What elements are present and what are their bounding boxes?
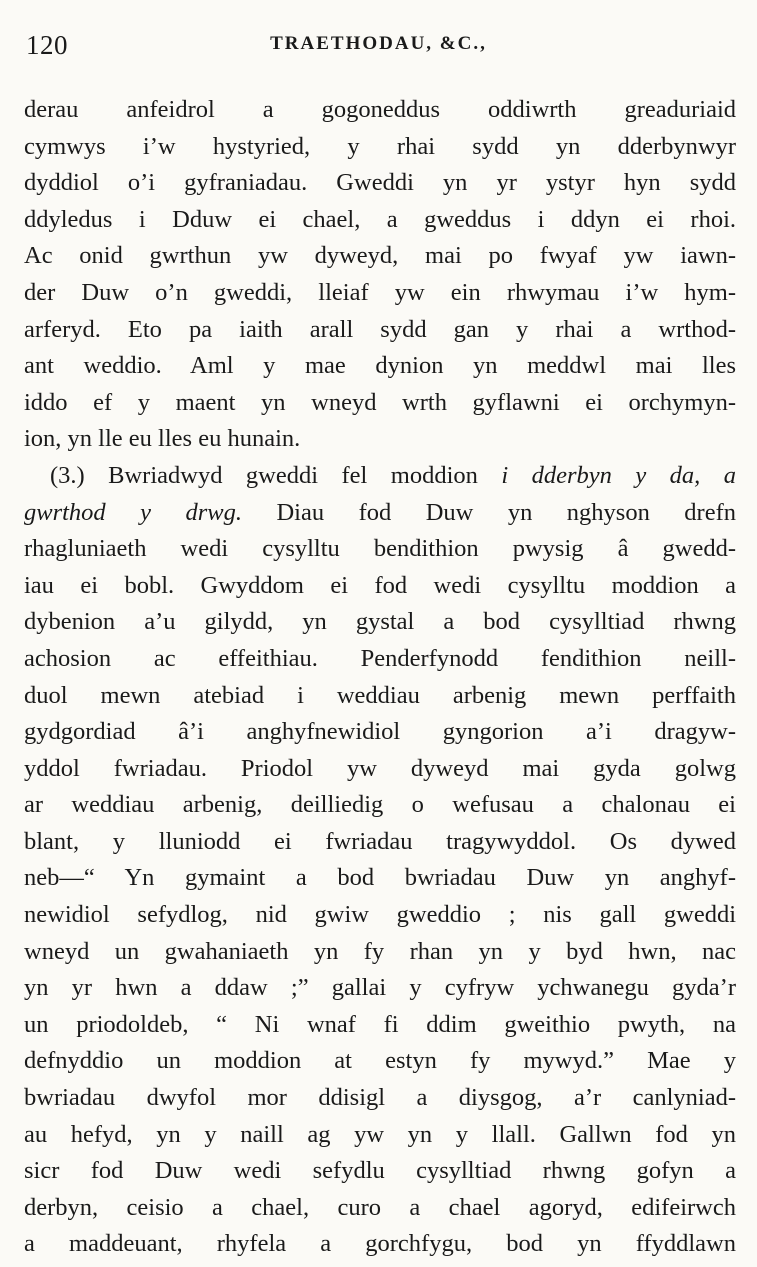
text-line: bwriadau dwyfol mor ddisigl a diysgog, a’r canlyniad- bbox=[24, 1084, 736, 1112]
text-line: au hefyd, yn y naill ag yw yn y llall. Gallwn fod yn bbox=[24, 1120, 736, 1148]
text-line: duol mewn atebiad i weddiau arbenig mewn perffaith bbox=[24, 681, 736, 709]
text-line: neb—“ Yn gymaint a bod bwriadau Duw yn anghyf- bbox=[24, 864, 736, 892]
paragraph-start-line: (3.) Bwriadwyd gweddi fel moddion i dderbyn y da, a bbox=[50, 461, 736, 489]
text-line: cymwys i’w hystyried, y rhai sydd yn dderbynwyr bbox=[24, 132, 736, 160]
text-line: yddol fwriadau. Priodol yw dyweyd mai gyda golwg bbox=[24, 754, 736, 782]
italic-phrase: gwrthod y drwg. bbox=[24, 498, 243, 526]
text-line: gydgordiad â’i anghyfnewidiol gyngorion a’i dragyw- bbox=[24, 718, 736, 746]
text-line: un priodoldeb, “ Ni wnaf fi ddim gweithio pwyth, na bbox=[24, 1010, 736, 1038]
text-line: dyddiol o’i gyfraniadau. Gweddi yn yr ystyr hyn sydd bbox=[24, 169, 736, 197]
text-line: dybenion a’u gilydd, yn gystal a bod cysylltiad rhwng bbox=[24, 608, 736, 636]
text-line: blant, y lluniodd ei fwriadau tragywyddol. Os dywed bbox=[24, 827, 736, 855]
running-title: TRAETHODAU, &C., bbox=[270, 33, 487, 54]
text-line: yn yr hwn a ddaw ;” gallai y cyfryw ychwanegu gyda’r bbox=[24, 974, 736, 1002]
text-line: arferyd. Eto pa iaith arall sydd gan y rhai a wrthod- bbox=[24, 315, 736, 343]
text-line: ar weddiau arbenig, deilliedig o wefusau a chalonau ei bbox=[24, 791, 736, 819]
text-line: Ac onid gwrthun yw dyweyd, mai po fwyaf yw iawn- bbox=[24, 242, 736, 270]
page-number: 120 bbox=[26, 30, 68, 60]
text-line: newidiol sefydlog, nid gwiw gweddio ; nis gall gweddi bbox=[24, 901, 736, 929]
text-line: derbyn, ceisio a chael, curo a chael agoryd, edifeirwch bbox=[24, 1193, 736, 1221]
text-line: sicr fod Duw wedi sefydlu cysylltiad rhwng gofyn a bbox=[24, 1157, 736, 1185]
body-text bbox=[24, 92, 736, 1263]
text-line: gwrthod y drwg. Diau fod Duw yn nghyson drefn bbox=[24, 498, 736, 526]
page-header bbox=[0, 30, 757, 66]
text-line: ant weddio. Aml y mae dynion yn meddwl mai lles bbox=[24, 352, 736, 380]
text-line: defnyddio un moddion at estyn fy mywyd.” Mae y bbox=[24, 1047, 736, 1075]
text-line: derau anfeidrol a gogoneddus oddiwrth greaduriaid bbox=[24, 96, 736, 123]
text-line: der Duw o’n gweddi, lleiaf yw ein rhwymau i’w hym- bbox=[24, 278, 736, 306]
paragraph-end-line: ion, yn lle eu lles eu hunain. bbox=[24, 425, 301, 453]
text-line: rhagluniaeth wedi cysylltu bendithion pwysig â gwedd- bbox=[24, 535, 736, 563]
text-line: iau ei bobl. Gwyddom ei fod wedi cysylltu moddion a bbox=[24, 571, 736, 599]
text-line: iddo ef y maent yn wneyd wrth gyflawni ei orchymyn- bbox=[24, 388, 736, 416]
text-line: ddyledus i Dduw ei chael, a gweddus i ddyn ei rhoi. bbox=[24, 205, 736, 233]
italic-phrase: i dderbyn y da, a bbox=[501, 461, 736, 489]
text-line: wneyd un gwahaniaeth yn fy rhan yn y byd hwn, nac bbox=[24, 937, 736, 965]
text-line: a maddeuant, rhyfela a gorchfygu, bod yn ffyddlawn bbox=[24, 1230, 736, 1258]
text-line: achosion ac effeithiau. Penderfynodd fendithion neill- bbox=[24, 644, 736, 672]
